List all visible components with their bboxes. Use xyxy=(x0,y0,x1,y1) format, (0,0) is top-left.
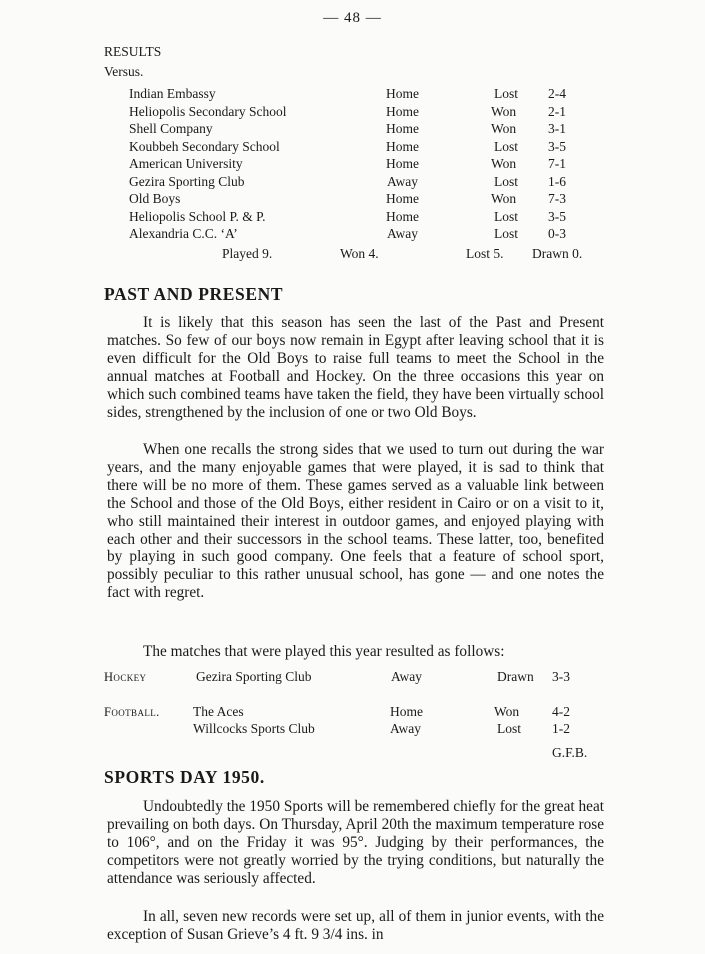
result: Lost xyxy=(494,86,519,101)
table-row xyxy=(0,121,705,138)
sports-day-title: SPORTS DAY 1950. xyxy=(104,767,265,787)
venue: Home xyxy=(386,138,419,154)
table-row xyxy=(0,226,705,243)
table-row xyxy=(0,669,705,686)
result: Won xyxy=(494,704,520,719)
score: 1-2 xyxy=(552,721,570,736)
versus-label: Versus. xyxy=(104,64,144,79)
score: 3-1 xyxy=(548,121,566,136)
team-name: Heliopolis School P. & P. xyxy=(129,208,266,224)
score: 3-3 xyxy=(552,669,570,684)
past-present-paragraph-3: The matches that were played this year resulted as follows: xyxy=(143,643,505,660)
result: Won xyxy=(491,191,517,206)
result: Won xyxy=(491,103,517,119)
page-number: — 48 — xyxy=(323,10,382,26)
author-initials: G.F.B. xyxy=(552,745,588,760)
table-row xyxy=(0,721,705,738)
score: 3-5 xyxy=(548,208,566,224)
venue: Away xyxy=(387,173,419,189)
sport-label: Hockey xyxy=(104,670,147,684)
venue: Home xyxy=(386,86,419,101)
venue: Away xyxy=(390,721,422,736)
venue: Home xyxy=(386,208,419,224)
team-name: Gezira Sporting Club xyxy=(129,173,245,189)
venue: Away xyxy=(387,226,419,241)
team-name: Koubbeh Secondary School xyxy=(129,138,280,154)
result: Lost xyxy=(497,721,522,736)
venue: Home xyxy=(386,103,419,119)
team-name: Gezira Sporting Club xyxy=(196,669,312,684)
past-present-paragraph-2: When one recalls the strong sides that we used to turn out during the war years, and the many enjoyable games that were played, it is sad to think that there will be no more of them. These games served as a valuable link between the School and those of the Old Boys, either resident in Cairo or on a visit to it, who still maintained their interest in outdoor games, and enjoyed playing with each other and their successors in the school teams. These latter, too, benefited by playing in such good company. One feels that a feature of school sport, possibly peculiar to this rather unusual school, has gone — and one notes the fact with regret. xyxy=(107,441,604,602)
venue: Home xyxy=(386,121,419,136)
result: Lost xyxy=(494,226,519,241)
score: 2-1 xyxy=(548,103,566,119)
score: 2-4 xyxy=(548,86,566,101)
sports-day-paragraph-1: Undoubtedly the 1950 Sports will be remembered chiefly for the great heat prevailing on both days. On Thursday, April 20th the maximum temperature rose to 106°, and on the Friday it was 95°. Judging by their performances, the competitors were not greatly worried by the trying conditions, but naturally the attendance was seriously affected. xyxy=(107,798,604,887)
result: Lost xyxy=(494,208,519,224)
team-name: Indian Embassy xyxy=(129,86,216,101)
table-row xyxy=(0,156,705,173)
won-count: Won 4. xyxy=(340,246,379,261)
result: Won xyxy=(491,121,517,136)
score: 7-1 xyxy=(548,156,566,171)
venue: Home xyxy=(390,704,423,719)
sport-label: Football. xyxy=(104,705,160,719)
results-summary xyxy=(0,246,705,263)
team-name: American University xyxy=(129,156,243,171)
team-name: Old Boys xyxy=(129,191,181,206)
score: 1-6 xyxy=(548,173,566,189)
venue: Home xyxy=(386,156,419,171)
past-present-title: PAST AND PRESENT xyxy=(104,284,284,304)
result: Lost xyxy=(494,138,519,154)
venue: Home xyxy=(386,191,419,206)
drawn-count: Drawn 0. xyxy=(532,246,583,261)
score: 4-2 xyxy=(552,704,570,719)
result: Drawn xyxy=(497,669,534,684)
table-row xyxy=(0,139,705,156)
team-name: The Aces xyxy=(193,704,244,719)
team-name: Willcocks Sports Club xyxy=(193,721,315,736)
past-present-paragraph-1: It is likely that this season has seen the last of the Past and Present matches. So few of our boys now remain in Egypt after leaving school that it is even difficult for the Old Boys to raise full teams to meet the School in the annual matches at Football and Hockey. On the three occasions this year on which such combined teams have taken the field, they have been virtually school sides, strengthened by the inclusion of one or two Old Boys. xyxy=(107,314,604,421)
team-name: Heliopolis Secondary School xyxy=(129,103,287,119)
result: Lost xyxy=(494,173,519,189)
table-row xyxy=(0,704,705,721)
lost-count: Lost 5. xyxy=(466,246,504,261)
table-row xyxy=(0,191,705,208)
table-row xyxy=(0,104,705,121)
table-row xyxy=(0,86,705,103)
played-count: Played 9. xyxy=(222,246,273,261)
score: 0-3 xyxy=(548,226,566,241)
team-name: Alexandria C.C. ‘A’ xyxy=(129,226,238,241)
table-row xyxy=(0,174,705,191)
results-heading: RESULTS xyxy=(104,44,162,59)
table-row xyxy=(0,209,705,226)
venue: Away xyxy=(391,669,423,684)
result: Won xyxy=(491,156,517,171)
team-name: Shell Company xyxy=(129,121,213,136)
sports-day-paragraph-2: In all, seven new records were set up, all of them in junior events, with the exception of Susan Grieve’s 4 ft. 9 3/4 ins. in xyxy=(107,908,604,943)
score: 7-3 xyxy=(548,191,566,206)
score: 3-5 xyxy=(548,138,566,154)
